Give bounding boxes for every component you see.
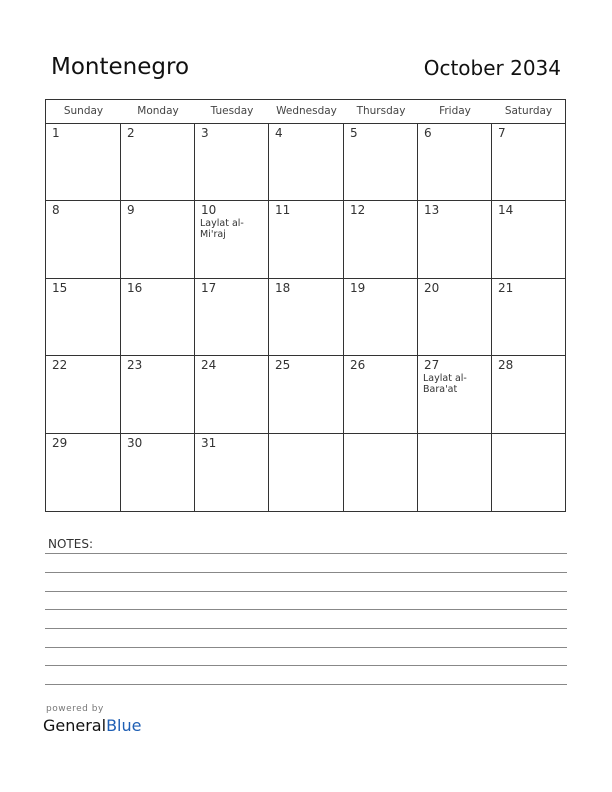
day-cell <box>492 124 565 201</box>
day-cell <box>121 356 195 434</box>
weekday-friday: Friday <box>439 105 471 117</box>
weekday-monday: Monday <box>137 105 179 117</box>
day-number: 11 <box>275 203 291 217</box>
calendar-grid <box>45 99 566 512</box>
notes-line <box>45 684 567 685</box>
day-cell <box>418 279 492 356</box>
weekday-saturday: Saturday <box>504 105 553 117</box>
day-number: 1 <box>52 126 60 140</box>
day-cell <box>195 124 269 201</box>
day-number: 10 <box>201 203 217 217</box>
day-cell <box>344 279 418 356</box>
day-number: 19 <box>350 281 366 295</box>
day-cell <box>121 201 195 279</box>
notes-line <box>45 628 567 629</box>
day-number: 9 <box>127 203 135 217</box>
day-cell <box>492 201 565 279</box>
day-number: 16 <box>127 281 143 295</box>
powered-by-text: powered by <box>46 704 104 714</box>
day-number: 25 <box>275 358 291 372</box>
notes-line <box>45 591 567 592</box>
day-number: 18 <box>275 281 291 295</box>
day-number: 20 <box>424 281 440 295</box>
generalblue-logo <box>43 716 141 735</box>
day-cell <box>195 201 269 279</box>
day-number: 6 <box>424 126 432 140</box>
day-number: 8 <box>52 203 60 217</box>
day-cell <box>344 356 418 434</box>
day-cell <box>46 124 121 201</box>
day-number: 4 <box>275 126 283 140</box>
weekday-header-row <box>46 100 565 124</box>
day-cell <box>269 434 344 511</box>
day-cell <box>46 434 121 511</box>
day-cell <box>121 279 195 356</box>
day-number: 2 <box>127 126 135 140</box>
day-cell <box>492 279 565 356</box>
day-cell <box>418 201 492 279</box>
brand-general: General <box>43 716 107 735</box>
day-cell <box>269 279 344 356</box>
day-cell <box>121 124 195 201</box>
day-cell <box>269 124 344 201</box>
day-cell <box>418 124 492 201</box>
notes-line <box>45 572 567 573</box>
brand-blue: Blue <box>106 716 142 735</box>
day-number: 12 <box>350 203 366 217</box>
day-number: 17 <box>201 281 217 295</box>
day-cell <box>344 124 418 201</box>
day-cell <box>195 279 269 356</box>
day-number: 31 <box>201 436 217 450</box>
day-cell <box>195 434 269 511</box>
day-cell <box>492 356 565 434</box>
notes-line <box>45 647 567 648</box>
day-number: 28 <box>498 358 514 372</box>
day-number: 7 <box>498 126 506 140</box>
day-number: 22 <box>52 358 68 372</box>
day-cell <box>46 356 121 434</box>
month-year-title: October 2034 <box>423 56 561 80</box>
weekday-tuesday: Tuesday <box>210 105 254 117</box>
country-title: Montenegro <box>51 54 190 80</box>
day-cell <box>418 356 492 434</box>
day-cell <box>269 356 344 434</box>
day-cell <box>121 434 195 511</box>
day-cell <box>418 434 492 511</box>
day-number: 23 <box>127 358 143 372</box>
holiday-label: Laylat al-Mi'raj <box>200 218 244 240</box>
day-number: 26 <box>350 358 366 372</box>
notes-line <box>45 665 567 666</box>
notes-line <box>45 609 567 610</box>
day-number: 13 <box>424 203 440 217</box>
holiday-label: Laylat al-Bara'at <box>423 373 467 395</box>
day-cell <box>492 434 565 511</box>
day-number: 21 <box>498 281 514 295</box>
weekday-wednesday: Wednesday <box>276 105 337 117</box>
day-number: 27 <box>424 358 440 372</box>
day-number: 3 <box>201 126 209 140</box>
day-number: 29 <box>52 436 68 450</box>
weekday-thursday: Thursday <box>356 105 406 117</box>
day-cell <box>344 434 418 511</box>
notes-line <box>45 553 567 554</box>
day-number: 30 <box>127 436 143 450</box>
day-cell <box>344 201 418 279</box>
day-cell <box>195 356 269 434</box>
weekday-sunday: Sunday <box>63 105 104 117</box>
notes-label: NOTES: <box>48 537 93 551</box>
day-number: 14 <box>498 203 514 217</box>
day-cell <box>46 201 121 279</box>
day-cell <box>269 201 344 279</box>
day-number: 24 <box>201 358 217 372</box>
day-number: 15 <box>52 281 68 295</box>
day-cell <box>46 279 121 356</box>
day-number: 5 <box>350 126 358 140</box>
